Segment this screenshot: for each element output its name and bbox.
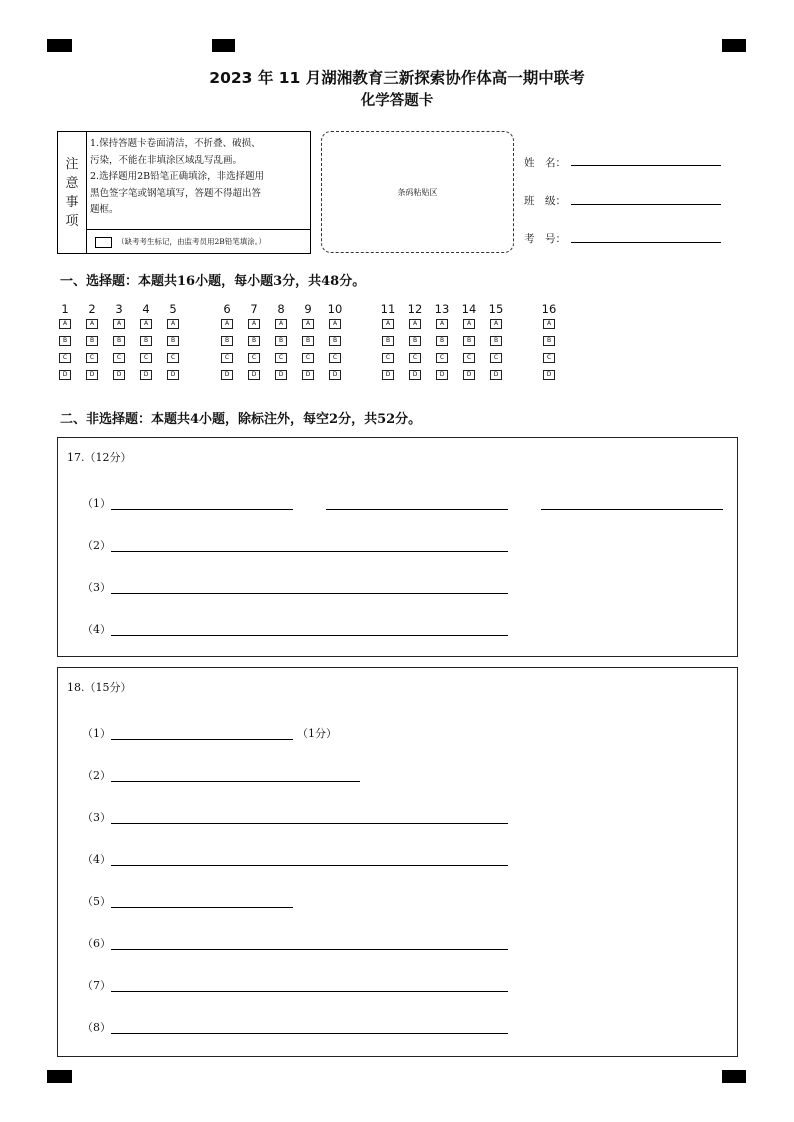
option-bubble-b[interactable]: B [113, 336, 125, 346]
notice-heading-char: 事 [65, 194, 79, 210]
option-bubble-d[interactable]: D [436, 370, 448, 380]
question-number: 14 [461, 302, 477, 316]
notice-line: 污染，不能在非填涂区域乱写乱画。 [90, 154, 243, 166]
option-bubble-b[interactable]: B [463, 336, 475, 346]
q18-6-blank[interactable] [111, 937, 508, 950]
question-17-title: 17.（12分） [67, 451, 132, 464]
option-bubble-b[interactable]: B [221, 336, 233, 346]
question-number: 11 [380, 302, 396, 316]
option-bubble-d[interactable]: D [86, 370, 98, 380]
notice-line: 1.保持答题卡卷面清洁，不折叠、破损、 [90, 138, 261, 149]
option-bubble-c[interactable]: C [302, 353, 314, 363]
option-bubble-b[interactable]: B [167, 336, 179, 346]
option-bubble-a[interactable]: A [140, 319, 152, 329]
q17-part-label: （1） [82, 497, 111, 510]
q17-1-blank-c[interactable] [541, 497, 723, 510]
question-number: 6 [223, 302, 231, 316]
option-bubble-b[interactable]: B [140, 336, 152, 346]
option-bubble-c[interactable]: C [140, 353, 152, 363]
alignment-marker-top-center [212, 39, 235, 52]
q18-part-label: （6） [82, 937, 111, 950]
absent-mark-text: （缺考考生标记，由监考员用2B铅笔填涂。） [117, 237, 267, 246]
option-bubble-c[interactable]: C [221, 353, 233, 363]
option-bubble-b[interactable]: B [543, 336, 555, 346]
question-number: 5 [169, 302, 177, 316]
name-label: 姓 名： [524, 157, 566, 169]
option-bubble-d[interactable]: D [463, 370, 475, 380]
option-bubble-c[interactable]: C [409, 353, 421, 363]
option-bubble-a[interactable]: A [59, 319, 71, 329]
option-bubble-b[interactable]: B [302, 336, 314, 346]
barcode-label: 条码粘贴区 [397, 187, 438, 197]
q18-4-blank[interactable] [111, 853, 508, 866]
q17-2-blank[interactable] [111, 539, 508, 552]
notice-box [57, 131, 311, 254]
option-bubble-c[interactable]: C [329, 353, 341, 363]
option-bubble-b[interactable]: B [382, 336, 394, 346]
notice-heading-char: 项 [65, 213, 79, 229]
option-bubble-a[interactable]: A [463, 319, 475, 329]
q17-part-label: （2） [82, 539, 111, 552]
q18-7-blank[interactable] [111, 979, 508, 992]
exam-number-field[interactable] [571, 230, 721, 243]
q18-part-label: （7） [82, 979, 111, 992]
option-bubble-c[interactable]: C [463, 353, 475, 363]
q17-4-blank[interactable] [111, 623, 508, 636]
section2-heading: 二、非选择题：本题共4小题，除标注外，每空2分，共52分。 [60, 412, 422, 427]
option-bubble-c[interactable]: C [275, 353, 287, 363]
option-bubble-c[interactable]: C [113, 353, 125, 363]
class-label: 班 级： [524, 195, 566, 207]
option-bubble-a[interactable]: A [436, 319, 448, 329]
option-bubble-b[interactable]: B [59, 336, 71, 346]
option-bubble-b[interactable]: B [248, 336, 260, 346]
alignment-marker-top-left [47, 39, 72, 52]
option-bubble-d[interactable]: D [329, 370, 341, 380]
question-number: 2 [88, 302, 96, 316]
question-number: 9 [304, 302, 312, 316]
option-bubble-d[interactable]: D [248, 370, 260, 380]
option-bubble-d[interactable]: D [167, 370, 179, 380]
question-number: 16 [541, 302, 557, 316]
option-bubble-b[interactable]: B [86, 336, 98, 346]
option-bubble-a[interactable]: A [221, 319, 233, 329]
question-number: 7 [250, 302, 258, 316]
question-number: 15 [488, 302, 504, 316]
alignment-marker-top-right [722, 39, 746, 52]
notice-text [90, 136, 308, 219]
q17-part-label: （3） [82, 581, 111, 594]
q18-part-label: （1） [82, 727, 111, 740]
alignment-marker-bottom-right [722, 1070, 746, 1083]
exam-number-label: 考 号： [524, 233, 566, 245]
q17-3-blank[interactable] [111, 581, 508, 594]
option-bubble-d[interactable]: D [543, 370, 555, 380]
class-field[interactable] [571, 192, 721, 205]
notice-heading [58, 132, 87, 253]
alignment-marker-bottom-left [47, 1070, 72, 1083]
q18-3-blank[interactable] [111, 811, 508, 824]
subject-title: 化学答题卡 [360, 93, 434, 109]
q18-part-label: （8） [82, 1021, 111, 1034]
question-18-box [57, 667, 738, 1057]
question-number: 10 [327, 302, 343, 316]
option-bubble-b[interactable]: B [409, 336, 421, 346]
q17-1-blank-b[interactable] [326, 497, 508, 510]
q18-part-label: （2） [82, 769, 111, 782]
option-bubble-b[interactable]: B [275, 336, 287, 346]
question-number: 3 [115, 302, 123, 316]
option-bubble-d[interactable]: D [490, 370, 502, 380]
question-number: 1 [61, 302, 69, 316]
exam-title: 2023 年 11 月湖湘教育三新探索协作体高一期中联考 [209, 69, 585, 87]
question-17-box [57, 437, 738, 657]
option-bubble-d[interactable]: D [302, 370, 314, 380]
option-bubble-a[interactable]: A [543, 319, 555, 329]
option-bubble-c[interactable]: C [248, 353, 260, 363]
option-bubble-b[interactable]: B [329, 336, 341, 346]
option-bubble-a[interactable]: A [329, 319, 341, 329]
option-bubble-d[interactable]: D [275, 370, 287, 380]
option-bubble-a[interactable]: A [382, 319, 394, 329]
q17-part-label: （4） [82, 623, 111, 636]
option-bubble-c[interactable]: C [382, 353, 394, 363]
option-bubble-d[interactable]: D [59, 370, 71, 380]
option-bubble-d[interactable]: D [113, 370, 125, 380]
option-bubble-a[interactable]: A [113, 319, 125, 329]
option-bubble-c[interactable]: C [436, 353, 448, 363]
notice-line: 2.选择题用2B铅笔正确填涂，非选择题用 [90, 171, 265, 182]
question-number: 8 [277, 302, 285, 316]
q18-part-label: （4） [82, 853, 111, 866]
option-bubble-a[interactable]: A [248, 319, 260, 329]
option-bubble-a[interactable]: A [302, 319, 314, 329]
option-bubble-a[interactable]: A [167, 319, 179, 329]
notice-heading-char: 注 [65, 156, 79, 172]
notice-heading-char: 意 [65, 175, 79, 191]
option-bubble-d[interactable]: D [409, 370, 421, 380]
option-bubble-c[interactable]: C [86, 353, 98, 363]
option-bubble-d[interactable]: D [221, 370, 233, 380]
option-bubble-b[interactable]: B [436, 336, 448, 346]
section1-heading: 一、选择题：本题共16小题，每小题3分，共48分。 [60, 274, 366, 289]
question-number: 4 [142, 302, 150, 316]
option-bubble-a[interactable]: A [86, 319, 98, 329]
option-bubble-a[interactable]: A [490, 319, 502, 329]
option-bubble-d[interactable]: D [140, 370, 152, 380]
q18-8-blank[interactable] [111, 1021, 508, 1034]
question-18-title: 18.（15分） [67, 681, 132, 694]
option-bubble-c[interactable]: C [167, 353, 179, 363]
notice-line: 题框。 [90, 204, 119, 215]
option-bubble-a[interactable]: A [409, 319, 421, 329]
q18-1-blank[interactable] [111, 727, 293, 740]
absent-mark-box[interactable] [95, 237, 112, 248]
option-bubble-c[interactable]: C [490, 353, 502, 363]
option-bubble-c[interactable]: C [543, 353, 555, 363]
barcode-area [321, 131, 514, 253]
option-bubble-b[interactable]: B [490, 336, 502, 346]
option-bubble-c[interactable]: C [59, 353, 71, 363]
q18-5-blank[interactable] [111, 895, 293, 908]
absent-mark-row [87, 229, 310, 254]
question-number: 13 [434, 302, 450, 316]
notice-line: 黑色签字笔或钢笔填写，答题不得超出答 [90, 187, 262, 199]
q17-1-blank-a[interactable] [111, 497, 293, 510]
q18-part-label: （5） [82, 895, 111, 908]
q18-part-label: （3） [82, 811, 111, 824]
q18-2-blank[interactable] [111, 769, 360, 782]
option-bubble-a[interactable]: A [275, 319, 287, 329]
option-bubble-d[interactable]: D [382, 370, 394, 380]
q18-1-score-note: （1分） [297, 727, 337, 740]
question-number: 12 [407, 302, 423, 316]
name-field[interactable] [571, 153, 721, 166]
